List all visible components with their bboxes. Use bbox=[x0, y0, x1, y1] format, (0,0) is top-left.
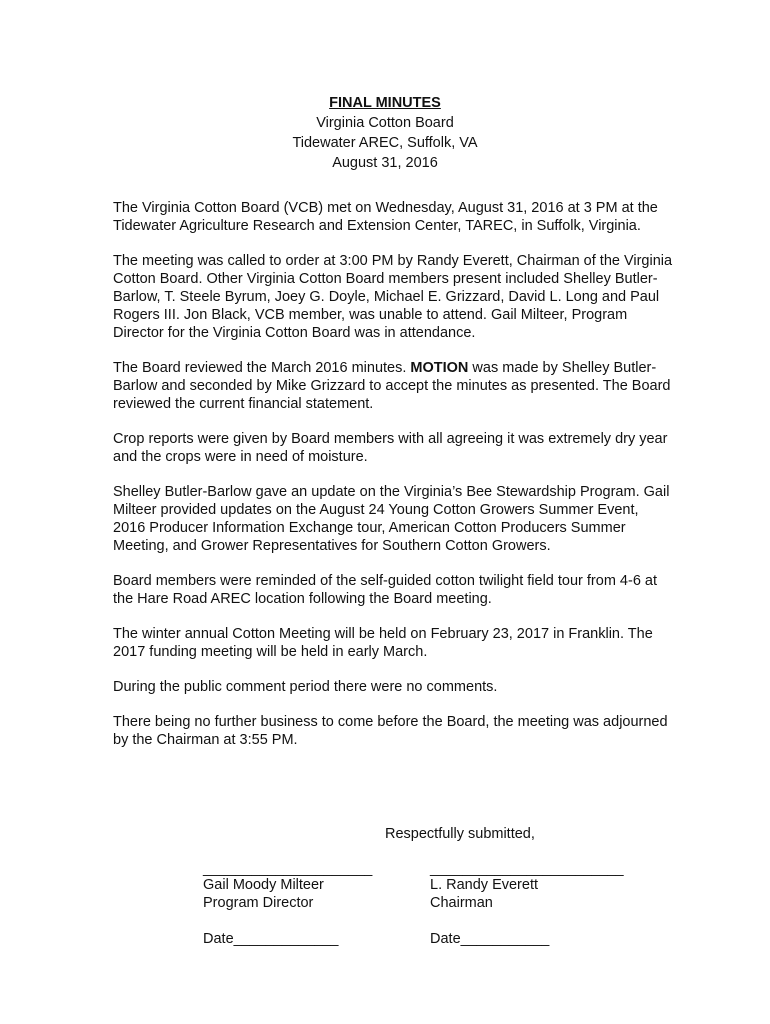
signer-title-right: Chairman bbox=[430, 895, 493, 911]
date-line-left: Date_____________ bbox=[203, 931, 339, 947]
signature-block-left bbox=[203, 860, 372, 948]
paragraph-attendance: The meeting was called to order at 3:00 PM by Randy Everett, Chairman of the Virginia Cotton Board. Other Virginia Cotton Board members present included Shelley Butler-Barlow, T. Steele Byrum, Joey G. Doyle, Michael E. Grizzard, David L. Long and Paul Rogers III. Jon Black, VCB member, was unable to attend. Gail Milteer, Program Director for the Virginia Cotton Board was in attendance. bbox=[113, 253, 673, 341]
paragraph-adjournment: There being no further business to come before the Board, the meeting was adjourned by the Chairman at 3:55 PM. bbox=[113, 714, 668, 748]
paragraph-public-comment: During the public comment period there were no comments. bbox=[113, 679, 498, 695]
paragraph-field-tour: Board members were reminded of the self-guided cotton twilight field tour from 4-6 at the Hare Road AREC location following the Board meeting. bbox=[113, 573, 658, 607]
document-header bbox=[0, 93, 770, 173]
paragraph-meeting-info: The Virginia Cotton Board (VCB) met on Wednesday, August 31, 2016 at 3 PM at the Tidewater Agriculture Research and Extension Center, TAREC, in Suffolk, Virginia. bbox=[113, 200, 658, 234]
paragraph-minutes-review bbox=[113, 359, 673, 413]
signer-title-left: Program Director bbox=[203, 895, 314, 911]
meeting-date: August 31, 2016 bbox=[332, 155, 438, 171]
paragraph-crop-reports: Crop reports were given by Board members with all agreeing it was extremely dry year and the crops were in need of moisture. bbox=[113, 431, 668, 465]
minutes-body bbox=[113, 199, 673, 766]
signer-name-left: Gail Moody Milteer bbox=[203, 877, 324, 893]
paragraph-updates: Shelley Butler-Barlow gave an update on the Virginia’s Bee Stewardship Program. Gail Milteer provided updates on the August 24 Young Cotton Growers Summer Event, 2016 Producer Information Exchange tour, American Cotton Producers Summer Meeting, and Grower Representatives for Southern Cotton Growers. bbox=[113, 484, 670, 554]
motion-text-after: was made by Shelley Butler-Barlow and seconded by Mike Grizzard to accept the minutes as presented. The Board reviewed the current financial statement. bbox=[113, 360, 671, 412]
signer-name-right: L. Randy Everett bbox=[430, 877, 538, 893]
signoff-text: Respectfully submitted, bbox=[385, 826, 535, 842]
paragraph-winter-meeting: The winter annual Cotton Meeting will be held on February 23, 2017 in Franklin. The 2017 funding meeting will be held in early March. bbox=[113, 626, 653, 660]
meeting-location: Tidewater AREC, Suffolk, VA bbox=[292, 135, 478, 151]
motion-label: MOTION bbox=[410, 360, 469, 376]
signature-block-right bbox=[430, 860, 624, 948]
signature-line-right: ________________________ bbox=[430, 861, 624, 877]
date-line-right: Date___________ bbox=[430, 931, 550, 947]
signature-line-left: _____________________ bbox=[203, 861, 373, 877]
motion-text-before: The Board reviewed the March 2016 minutes. bbox=[113, 360, 411, 376]
document-title: FINAL MINUTES bbox=[329, 95, 441, 111]
organization-name: Virginia Cotton Board bbox=[316, 115, 454, 131]
